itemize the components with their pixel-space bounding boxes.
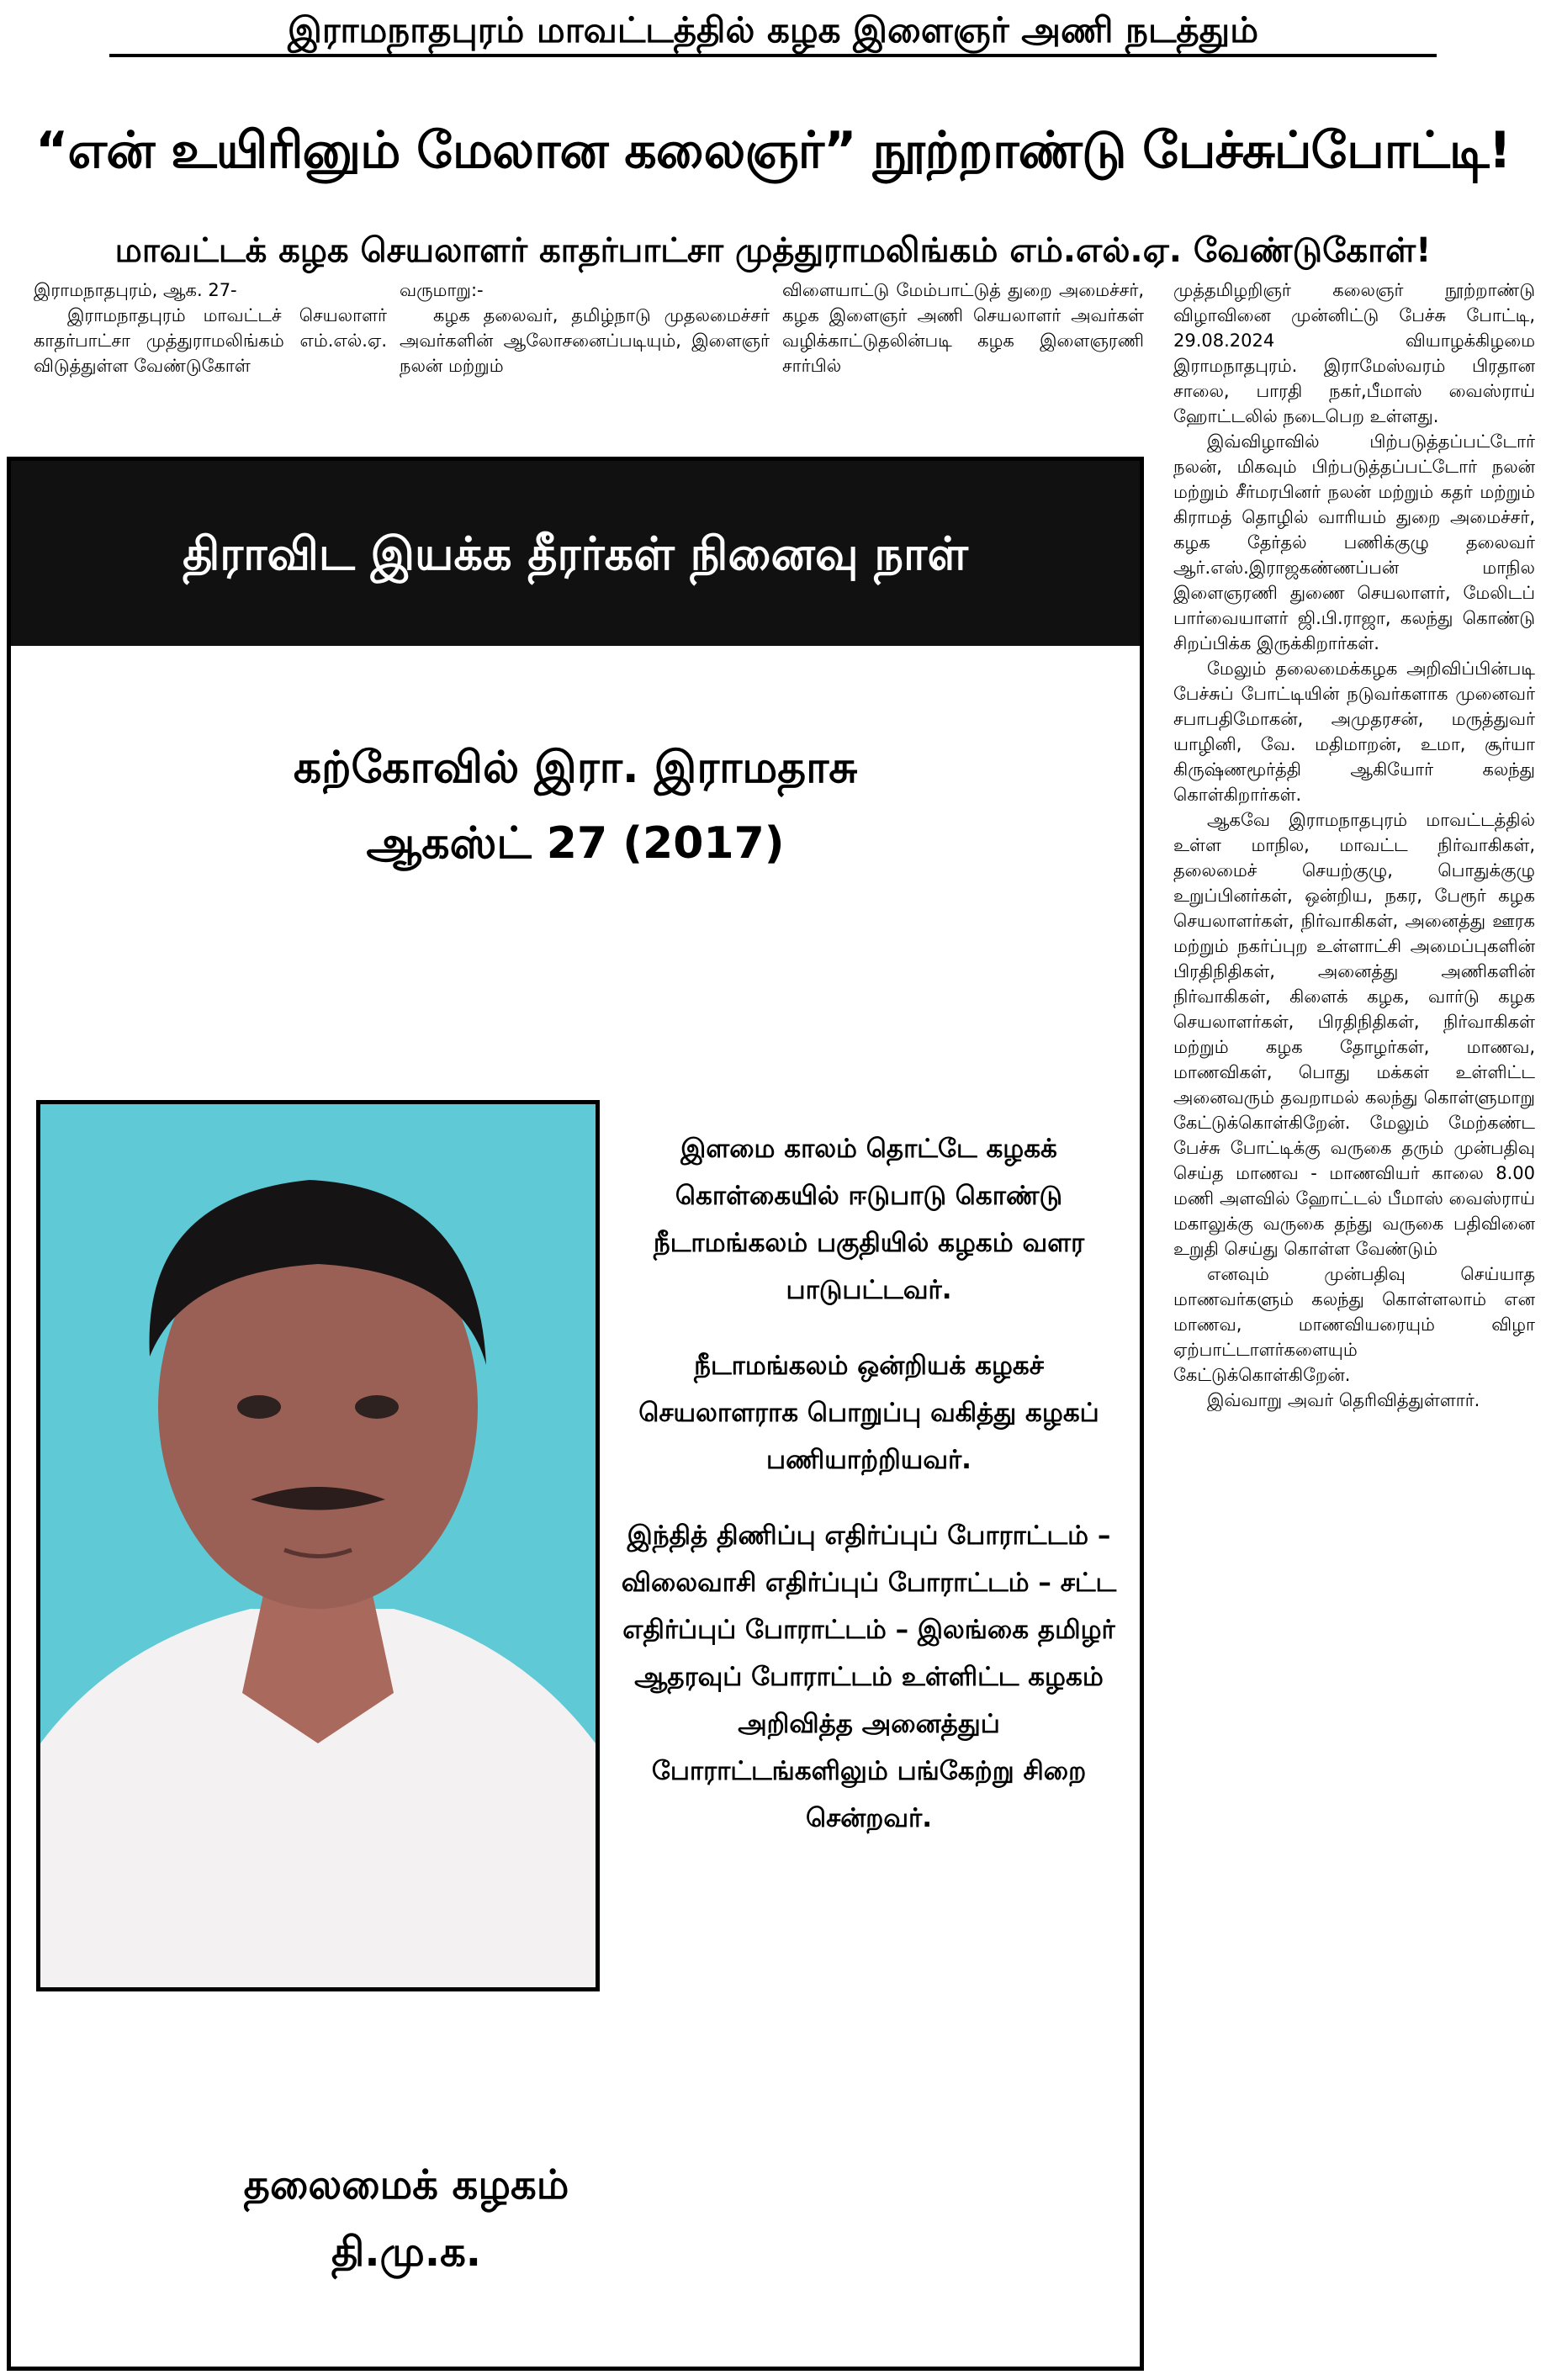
dateline: இராமநாதபுரம், ஆக. 27-: [34, 280, 237, 300]
article-paragraph: எனவும் முன்பதிவு செய்யாத மாணவர்களும் கலந்து கொள்ளலாம் என மாணவ, மாணவியரையும் விழா ஏற்பாட்டாளர்களையும் கேட்டுக்கொள்கிறேன்.: [1173, 1264, 1535, 1385]
memorial-description: [617, 1125, 1121, 1870]
headline: “என் உயிரினும் மேலான கலைஞர்” நூற்றாண்டு பேச்சுப்போட்டி!: [34, 121, 1512, 180]
article-paragraph: முத்தமிழறிஞர் கலைஞர் நூற்றாண்டு விழாவினை முன்னிட்டு பேச்சு போட்டி, 29.08.2024 வியாழக்கிழமை இராமநாதபுரம். இராமேஸ்வரம் பிரதான சாலை, பாரதி நகர்,பீமாஸ் வைஸ்ராய் ஹோட்டலில் நடைபெற உள்ளது.: [1173, 280, 1535, 426]
article-paragraph: இவ்விழாவில் பிற்படுத்தப்பட்டோர் நலன், மிகவும் பிற்படுத்தப்பட்டோர் நலன் மற்றும் சீர்மரபினர் நலன் மற்றும் கதர் மற்றும் கிராமத் தொழில் வாரியம் துறை அமைச்சர், கழக தேர்தல் பணிக்குழு தலைவர் ஆர்.எஸ்.இராஜகண்ணப்பன் மாநில இளைஞரணி துணை செயலாளர், மேலிடப் பார்வையாளர் ஜி.பி.ராஜா, கலந்து கொண்டு சிறப்பிக்க இருக்கிறார்கள்.: [1173, 431, 1535, 653]
signature-org: தலைமைக் கழகம்: [243, 2161, 569, 2208]
article-paragraph: ஆகவே இராமநாதபுரம் மாவட்டத்தில் உள்ள மாநில, மாவட்ட நிர்வாகிகள், தலைமைச் செயற்குழு, பொதுக்குழு உறுப்பினர்கள், ஒன்றிய, நகர, பேரூர் கழக செயலாளர்கள், நிர்வாகிகள், அனைத்து ஊரக மற்றும் நகர்ப்புற உள்ளாட்சி அமைப்புகளின் பிரதிநிதிகள், அனைத்து அணிகளின் நிர்வாகிகள், கிளைக் கழக, வார்டு கழக செயலாளர்கள், பிரதிநிதிகள், நிர்வாகிகள் மற்றும் கழக தோழர்கள், மாணவ, மாணவிகள், பொது மக்கள் உள்ளிட்ட அனைவரும் தவறாமல் கலந்து கொள்ளுமாறு கேட்டுக்கொள்கிறேன். மேலும் மேற்கண்ட பேச்சு போட்டிக்கு வருகை தரும் முன்பதிவு செய்த மாணவ - மாணவியர் காலை 8.00 மணி அளவில் ஹோட்டல் பீமாஸ் வைஸ்ராய் மகாலுக்கு வருகை தந்து வருகை பதிவினை உறுதி செய்து கொள்ள வேண்டும்: [1173, 810, 1535, 1259]
article-column-2: [400, 278, 770, 446]
signature-party: தி.மு.க.: [331, 2229, 482, 2276]
article-paragraph: மேலும் தலைமைக்கழக அறிவிப்பின்படி பேச்சுப் போட்டியின் நடுவர்களாக முனைவர் சபாபதிமோகன், அமுதரசன், மருத்துவர் யாழினி, வே. மதிமாறன், உமா, சூர்யா கிருஷ்ணமூர்த்தி ஆகியோர் கலந்து கொள்கிறார்கள்.: [1173, 658, 1535, 805]
article-column-3: [782, 278, 1144, 446]
portrait-illustration: [40, 1104, 596, 1987]
article-paragraph: வருமாறு:-: [400, 280, 484, 300]
portrait-photo: [36, 1100, 600, 1991]
article-paragraph: இராமநாதபுரம் மாவட்டச் செயலாளர் காதர்பாட்சா முத்துராமலிங்கம் எம்.எல்.ஏ. விடுத்துள்ள வேண்டுகோள்: [34, 305, 387, 376]
subheadline: மாவட்டக் கழக செயலாளர் காதர்பாட்சா முத்துராமலிங்கம் எம்.எல்.ஏ. வேண்டுகோள்!: [114, 231, 1432, 270]
article-paragraph: விளையாட்டு மேம்பாட்டுத் துறை அமைச்சர், கழக இளைஞர் அணி செயலாளர் அவர்கள் வழிக்காட்டுதலின்படி கழக இளைஞரணி சார்பில்: [782, 280, 1144, 376]
memorial-paragraph: இளமை காலம் தொட்டே கழகக் கொள்கையில் ஈடுபாடு கொண்டு நீடாமங்கலம் பகுதியில் கழகம் வளர பாடுபட்டவர்.: [653, 1134, 1085, 1305]
article-column-4: [1173, 278, 1535, 2372]
article-column-1: [34, 278, 387, 446]
memorial-advertisement: [7, 457, 1144, 2371]
memorial-paragraph: நீடாமங்கலம் ஒன்றியக் கழகச் செயலாளராக பொறுப்பு வகித்து கழகப் பணியாற்றியவர்.: [638, 1351, 1099, 1475]
memorial-banner: திராவிட இயக்க தீரர்கள் நினைவு நாள்: [11, 461, 1140, 646]
memorial-paragraph: இந்தித் திணிப்பு எதிர்ப்புப் போராட்டம் – விலைவாசி எதிர்ப்புப் போராட்டம் – சட்ட எதிர்ப்புப் போராட்டம் – இலங்கை தமிழர் ஆதரவுப் போராட்டம் உள்ளிட்ட கழகம் அறிவித்த அனைத்துப் போராட்டங்களிலும் பங்கேற்று சிறை சென்றவர்.: [621, 1521, 1117, 1833]
article-paragraph: இவ்வாறு அவர் தெரிவித்துள்ளார்.: [1207, 1390, 1480, 1410]
memorial-date: ஆகஸ்ட் 27 (2017): [366, 818, 785, 869]
memorial-person-name: கற்கோவில் இரா. இராமதாசு: [293, 743, 858, 793]
article-paragraph: கழக தலைவர், தமிழ்நாடு முதலமைச்சர் அவர்களின் ஆலோசனைப்படியும், இளைஞர் நலன் மற்றும்: [400, 305, 770, 376]
kicker-line: இராமநாதபுரம் மாவட்டத்தில் கழக இளைஞர் அணி நடத்தும்: [109, 7, 1437, 57]
